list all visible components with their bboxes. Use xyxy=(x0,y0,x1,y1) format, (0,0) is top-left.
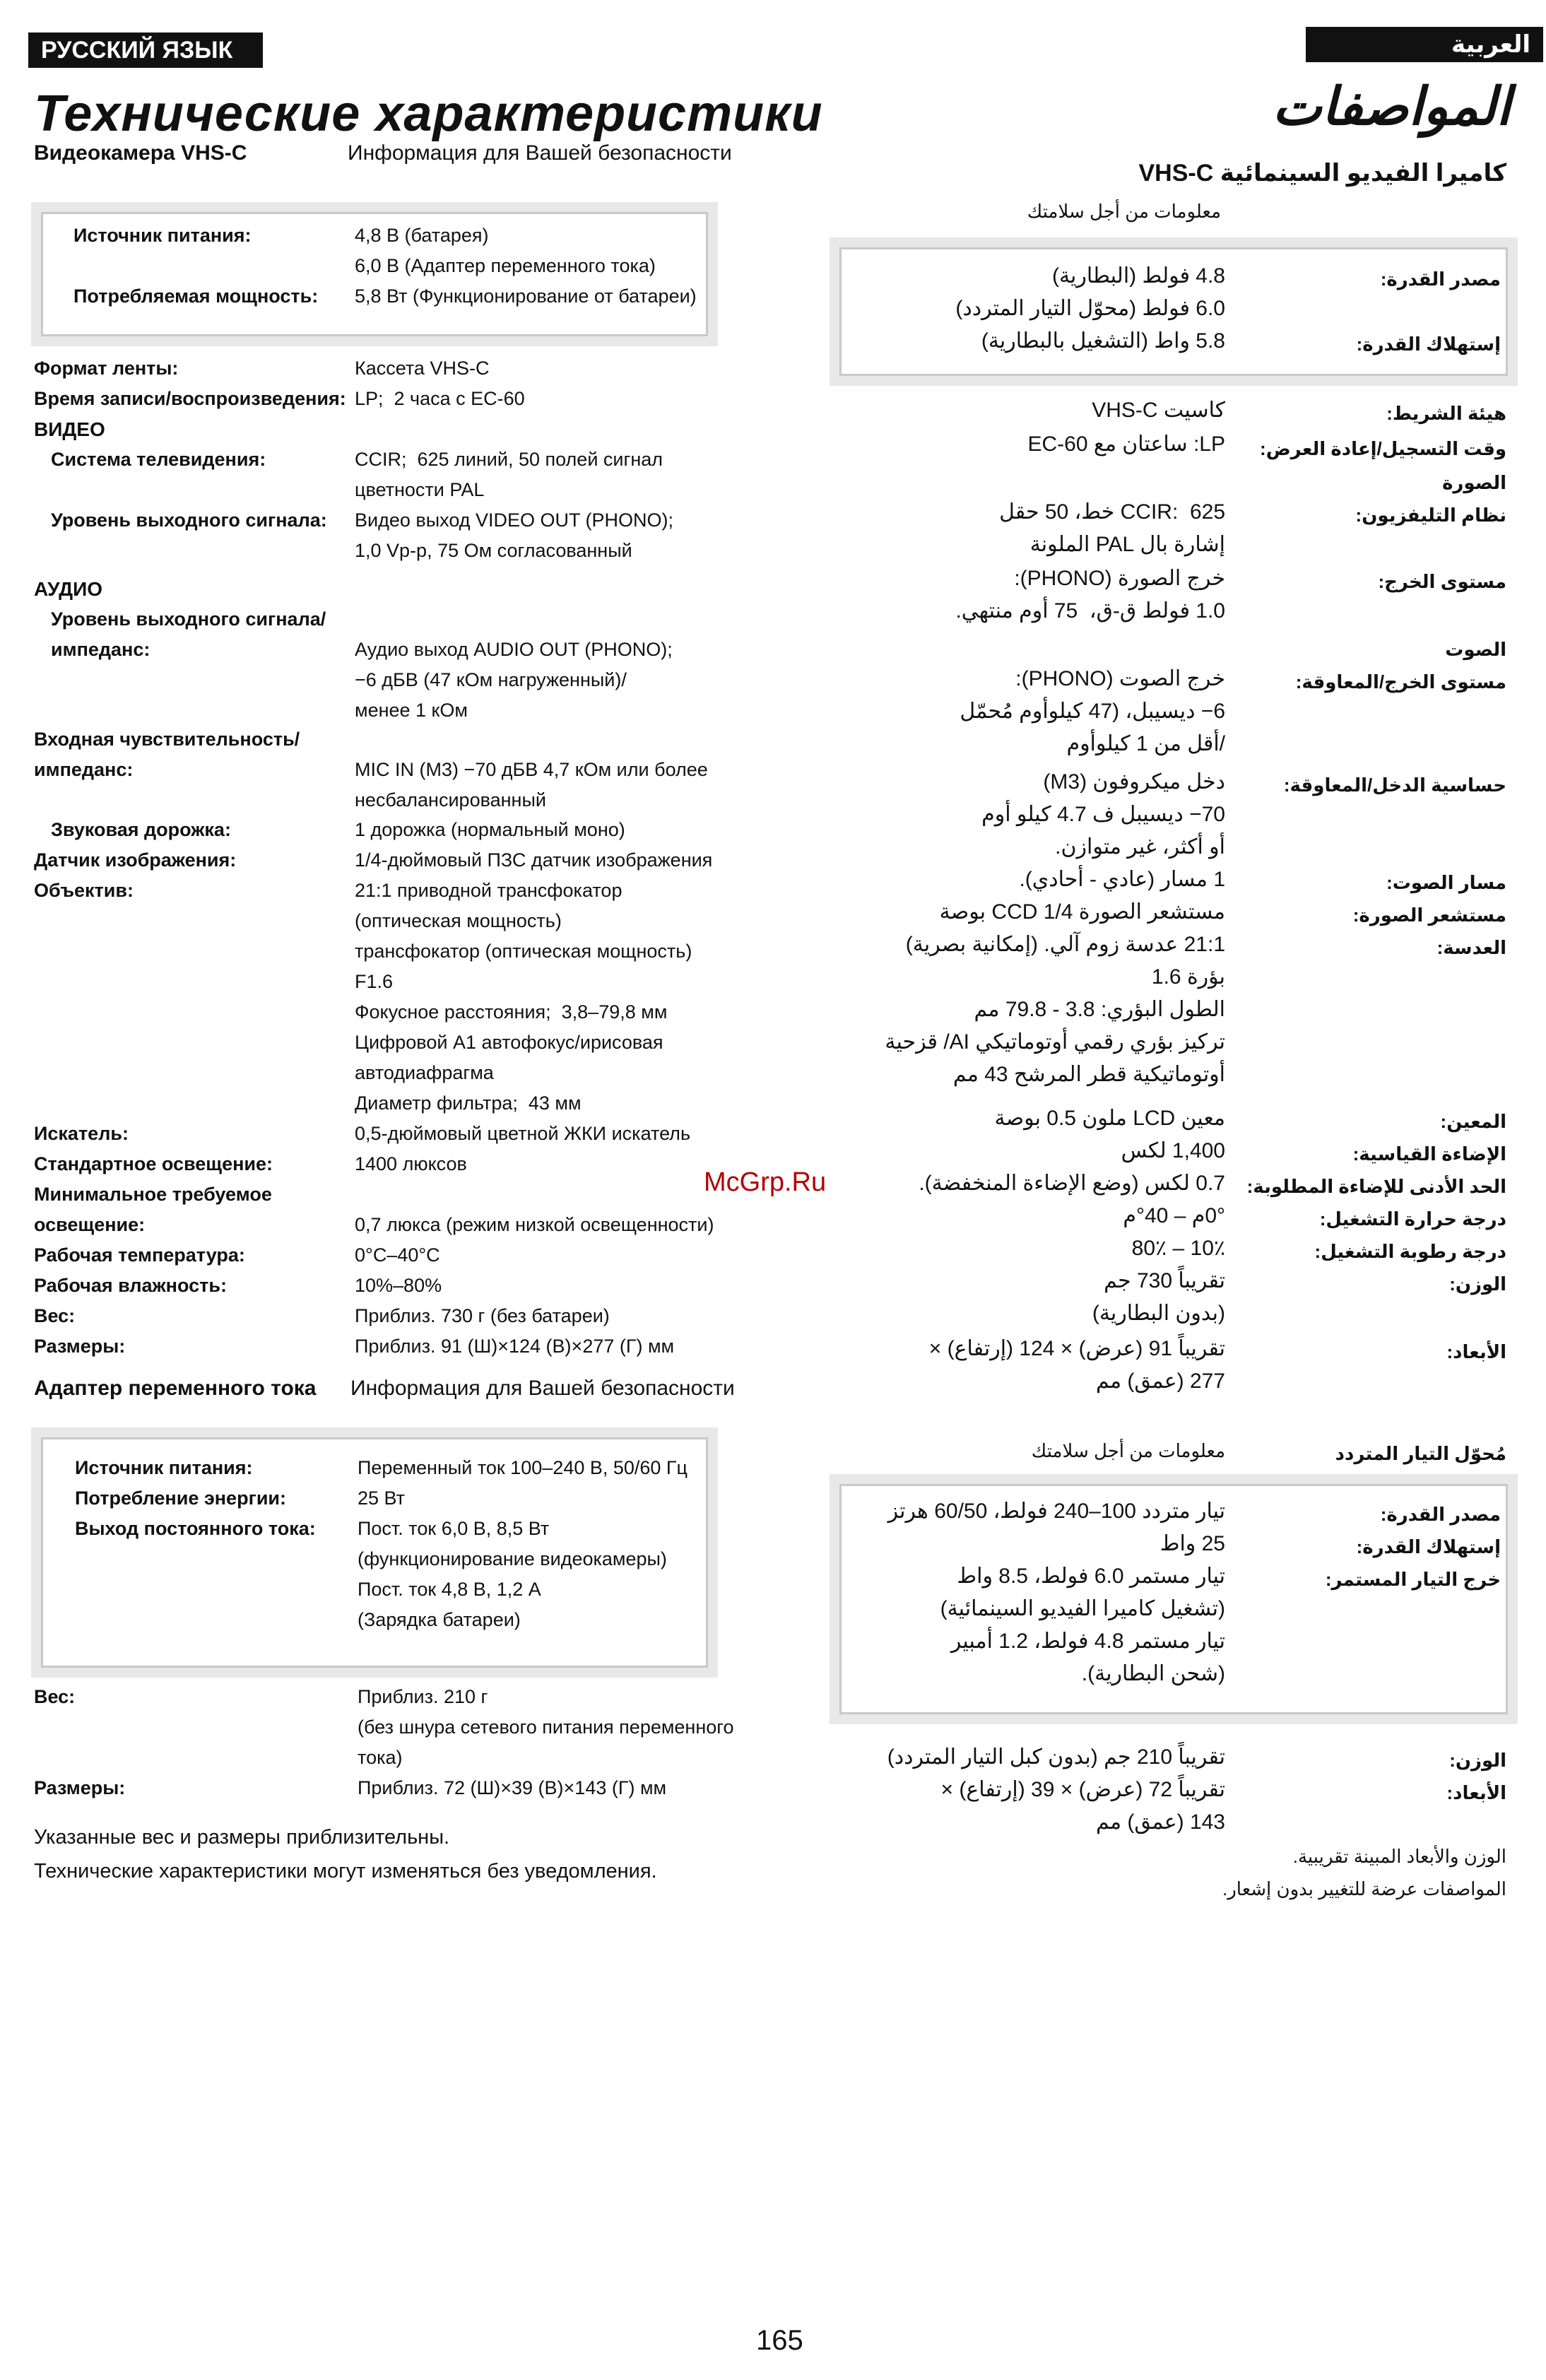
spec-label: Объектив: xyxy=(34,880,134,901)
safety-info-ar: معلومات من أجل سلامتك xyxy=(1027,201,1221,222)
spec-label: حساسية الدخل/المعاوقة: xyxy=(1283,774,1506,796)
spec-value: Приблиз. 91 (Ш)×124 (В)×277 (Г) мм xyxy=(355,1336,675,1357)
spec-value: 25 Вт xyxy=(358,1488,406,1509)
spec-value: CCIR; 625 линий, 50 полей сигнал цветности PAL xyxy=(355,449,663,500)
spec-label: الحد الأدنى للإضاءة المطلوبة: xyxy=(1246,1176,1506,1197)
spec-value: 0,7 люкса (режим низкой освещенности) xyxy=(355,1214,714,1235)
watermark-text: McGrp.Ru xyxy=(704,1167,827,1197)
spec-label: مستوى الخرج: xyxy=(1378,571,1506,592)
spec-label: درجة رطوبة التشغيل: xyxy=(1314,1241,1506,1262)
spec-value: تقريباً 91 (عرض) × 124 (إرتفاع) × 277 (عمق) مم xyxy=(928,1337,1225,1393)
note-line: Технические характеристики могут изменяться без уведомления. xyxy=(34,1860,657,1883)
spec-label: Выход постоянного тока: xyxy=(75,1518,316,1539)
page-title-russian: Технические характеристики xyxy=(34,86,823,142)
spec-value: 1 مسار (عادي - أحادي). xyxy=(1019,868,1225,891)
spec-value: 0°م – 40°م xyxy=(1123,1204,1225,1227)
spec-value: تيار متردد 100–240 فولط، 60/50 هرتز xyxy=(887,1500,1225,1523)
spec-value: 0,5-дюймовый цветной ЖКИ искатель xyxy=(355,1123,691,1144)
spec-label: مستشعر الصورة: xyxy=(1352,905,1506,926)
spec-value: Кассета VHS-C xyxy=(355,358,490,379)
spec-label: خرج التيار المستمر: xyxy=(1325,1569,1501,1590)
spec-value: Приблиз. 210 г (без шнура сетевого питания переменного тока) xyxy=(358,1686,734,1768)
spec-label: Датчик изображения: xyxy=(34,849,237,871)
spec-label: نظام التليفزيون: xyxy=(1355,505,1506,526)
spec-label: إستهلاك القدرة: xyxy=(1356,1536,1501,1557)
spec-value: دخل ميكروفون (M3) 70− ديسيبل ف 4.7 كيلو أوم أو أكثر، غير متوازن. xyxy=(981,770,1225,859)
section-heading-camera-ar: كاميرا الفيديو السينمائية VHS-C xyxy=(1138,160,1506,187)
spec-label: Уровень выходного сигнала/ импеданс: xyxy=(51,608,326,660)
spec-value: 1,400 لكس xyxy=(1121,1139,1225,1162)
spec-value: Пост. ток 6,0 В, 8,5 Вт (функционирование видеокамеры) Пост. ток 4,8 В, 1,2 А (Зарядка батареи) xyxy=(358,1518,667,1630)
spec-value: 0°C–40°C xyxy=(355,1244,440,1266)
spec-value: Приблиз. 730 г (без батареи) xyxy=(355,1305,610,1326)
spec-value: 10٪ – 80٪ xyxy=(1131,1237,1225,1260)
section-heading-camera-ru: Видеокамера VHS-C xyxy=(34,141,247,165)
page-number: 165 xyxy=(756,2325,803,2356)
section-heading-adapter-ru: Адаптер переменного тока xyxy=(34,1377,317,1400)
spec-label: Искатель: xyxy=(34,1123,129,1144)
note-line: الوزن والأبعاد المبينة تقريبية. xyxy=(1292,1846,1506,1867)
spec-label: Размеры: xyxy=(34,1777,126,1798)
spec-label: Рабочая влажность: xyxy=(34,1275,227,1296)
spec-value: CCIR: 625 خط، 50 حقل إشارة بال PAL الملونة xyxy=(999,500,1225,556)
spec-value: معين LCD ملون 0.5 بوصة xyxy=(994,1107,1225,1130)
spec-value: Приблиз. 72 (Ш)×39 (В)×143 (Г) мм xyxy=(358,1777,667,1798)
safety-info-ru: Информация для Вашей безопасности xyxy=(348,141,732,165)
spec-value: MIC IN (M3) −70 дБВ 4,7 кОм или более несбалансированный xyxy=(355,759,708,811)
spec-label: Время записи/воспроизведения: xyxy=(34,388,346,409)
spec-label: Стандартное освещение: xyxy=(34,1153,273,1174)
spec-label: مصدر القدرة: xyxy=(1380,269,1501,290)
spec-value: 21:1 приводной трансфокатор (оптическая мощность) трансфокатор (оптическая мощность) F1.6 Фокусное расстояния; 3,8–79,8 мм Цифровой A1 автофокус/ирисовая автодиафрагма Диаметр фильтра; 43 мм xyxy=(355,880,692,1114)
spec-label: مصدر القدرة: xyxy=(1380,1504,1501,1525)
spec-value: 1 дорожка (нормальный моно) xyxy=(355,819,625,840)
spec-value: كاسيت VHS-C xyxy=(1092,399,1225,422)
spec-label: Входная чувствительность/ импеданс: xyxy=(34,729,300,780)
spec-value: 10%–80% xyxy=(355,1275,442,1296)
spec-value: Видео выход VIDEO OUT (PHONO); 1,0 Vp-p, 75 Ом согласованный xyxy=(355,509,674,561)
spec-label: Звуковая дорожка: xyxy=(51,819,231,840)
note-line: المواصفات عرضة للتغيير بدون إشعار. xyxy=(1222,1878,1506,1899)
spec-label: العدسة: xyxy=(1436,937,1506,958)
spec-label: وقت التسجيل/إعادة العرض: xyxy=(1260,438,1506,459)
section-video-ar: الصورة xyxy=(1442,472,1506,493)
spec-value: 4,8 В (батарея) 6,0 В (Адаптер переменного тока) xyxy=(355,225,656,276)
spec-label: الأبعاد: xyxy=(1446,1782,1506,1803)
spec-value: Аудио выход AUDIO OUT (PHONO); −6 дБВ (47 кОм нагруженный)/ менее 1 кОм xyxy=(355,639,673,721)
spec-label: Источник питания: xyxy=(75,1457,253,1478)
spec-label: مسار الصوت: xyxy=(1386,872,1506,893)
spec-label: Вес: xyxy=(34,1686,76,1707)
spec-value: 21:1 عدسة زوم آلي. (إمكانية بصرية) بؤرة 1.6 الطول البؤري: 3.8 - 79.8 مم تركيز بؤري رقمي أوتوماتيكي AI/ قزحية أوتوماتيكية قطر المرشح 43 مم xyxy=(885,933,1225,1086)
spec-value: تقريباً 72 (عرض) × 39 (إرتفاع) × 143 (عمق) مم xyxy=(940,1778,1225,1834)
spec-value: تقريباً 730 جم (بدون البطارية) xyxy=(1092,1269,1225,1325)
spec-value: 1400 люксов xyxy=(355,1153,467,1174)
spec-label: هيئة الشريط: xyxy=(1386,403,1506,424)
language-tag-arabic: العربية xyxy=(1306,27,1543,62)
spec-label: Размеры: xyxy=(34,1336,126,1357)
spec-value: 1/4-дюймовый ПЗС датчик изображения xyxy=(355,849,713,871)
spec-value: Переменный ток 100–240 В, 50/60 Гц xyxy=(358,1457,688,1478)
spec-label: مستوى الخرج/المعاوقة: xyxy=(1295,671,1506,693)
section-heading-adapter-ar: مُحوّل التيار المتردد xyxy=(1335,1443,1506,1464)
spec-label: الأبعاد: xyxy=(1446,1341,1506,1362)
spec-value: 5.8 واط (التشغيل بالبطارية) xyxy=(981,329,1225,353)
spec-label: Минимальное требуемое освещение: xyxy=(34,1184,272,1235)
spec-label: Рабочая температура: xyxy=(34,1244,245,1266)
spec-label: Уровень выходного сигнала: xyxy=(51,509,327,531)
section-audio-ar: الصوت xyxy=(1445,639,1506,660)
spec-label: Потребление энергии: xyxy=(75,1488,287,1509)
language-tag-russian: РУССКИЙ ЯЗЫК xyxy=(28,33,263,68)
spec-label: الوزن: xyxy=(1449,1273,1506,1295)
spec-value: خرج الصورة (PHONO): 1.0 فولط ق-ق، 75 أوم منتهي. xyxy=(955,567,1225,623)
spec-label: Система телевидения: xyxy=(51,449,266,470)
spec-label: درجة حرارة التشغيل: xyxy=(1319,1208,1506,1230)
section-audio-ru: АУДИО xyxy=(34,578,103,600)
safety-info-adapter-ru: Информация для Вашей безопасности xyxy=(350,1377,735,1400)
spec-label: المعين: xyxy=(1440,1111,1506,1132)
spec-value: 0.7 لكس (وضع الإضاءة المنخفضة). xyxy=(919,1172,1225,1195)
spec-label: Вес: xyxy=(34,1305,76,1326)
spec-label: إستهلاك القدرة: xyxy=(1356,334,1501,355)
section-video-ru: ВИДЕО xyxy=(34,418,105,440)
spec-label: Формат ленты: xyxy=(34,358,179,379)
page-title-arabic: المواصفات xyxy=(1272,77,1511,136)
spec-value: 5,8 Вт (Функционирование от батареи) xyxy=(355,285,697,307)
spec-value: تقريباً 210 جم (بدون كبل التيار المتردد) xyxy=(887,1745,1225,1769)
spec-label: Источник питания: xyxy=(73,225,252,246)
spec-label: الإضاءة القياسية: xyxy=(1352,1143,1506,1165)
spec-value: LP: ساعتان مع EC-60 xyxy=(1027,432,1225,456)
spec-value: 4.8 فولط (البطارية) 6.0 فولط (محوّل التيار المتردد) xyxy=(955,264,1225,320)
spec-value: 25 واط xyxy=(1160,1532,1225,1555)
spec-value: خرج الصوت (PHONO): 6− ديسيبل، (47 كيلوأوم مُحمّل /أقل من 1 كيلوأوم xyxy=(960,667,1225,755)
spec-value: مستشعر الصورة CCD 1/4 بوصة xyxy=(939,900,1225,924)
safety-info-adapter-ar: معلومات من أجل سلامتك xyxy=(1031,1440,1225,1461)
spec-value: تيار مستمر 6.0 فولط، 8.5 واط (تشغيل كاميرا الفيديو السينمائية) تيار مستمر 4.8 فولط، 1.2 أمبير (شحن البطارية). xyxy=(940,1565,1225,1685)
spec-label: Потребляемая мощность: xyxy=(73,285,319,307)
spec-label: الوزن: xyxy=(1449,1750,1506,1771)
note-line: Указанные вес и размеры приблизительны. xyxy=(34,1826,450,1849)
spec-value: LP; 2 часа с EC-60 xyxy=(355,388,525,409)
